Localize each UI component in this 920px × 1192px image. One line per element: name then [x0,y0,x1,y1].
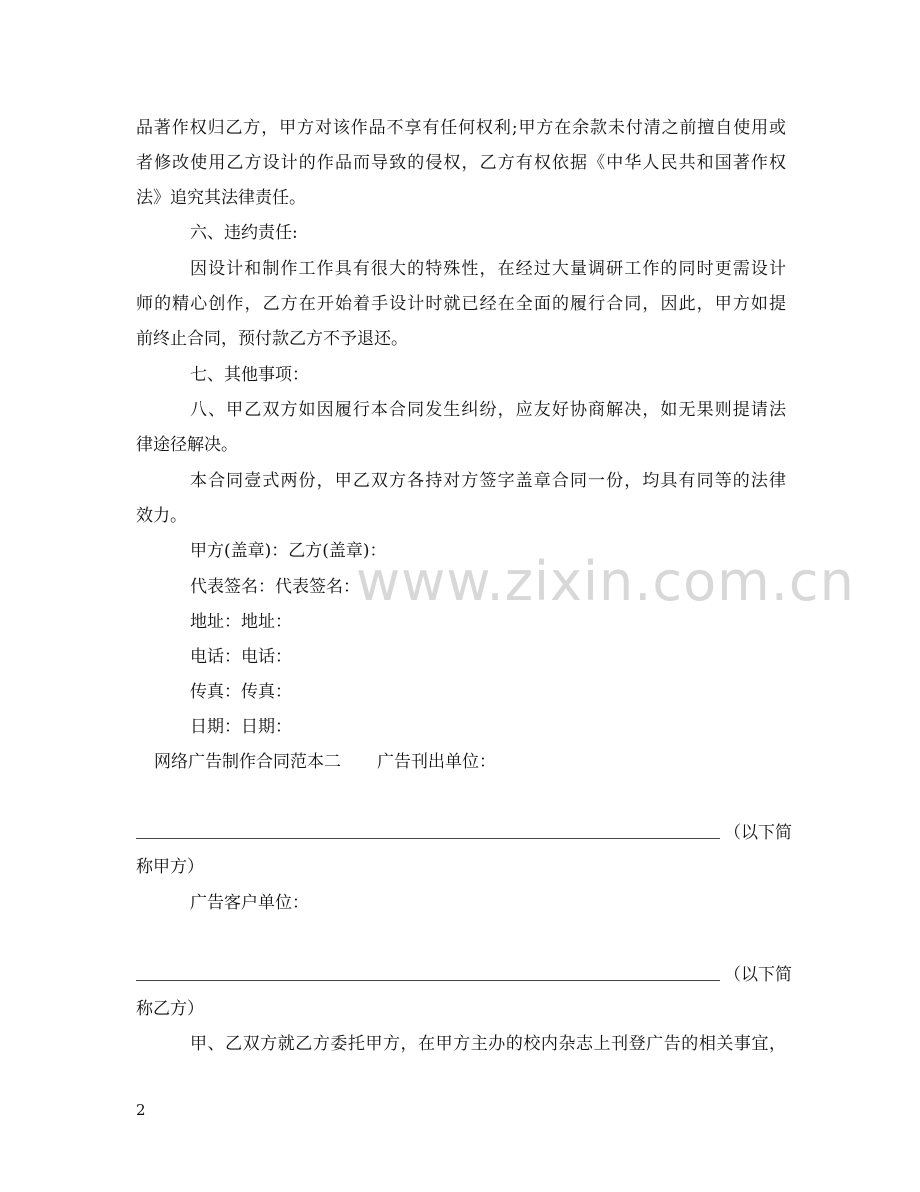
section-heading: 七、其他事项： [190,365,309,385]
body-line: 品著作权归乙方，甲方对该作品不享有任何权利;甲方在余款未付清之前擅自使用或 [136,118,786,138]
sample-title: 网络广告制作合同范本二 [154,752,341,772]
signature-line: 传真：传真： [190,682,292,702]
body-line: 因设计和制作工作具有很大的特殊性，在经过大量调研工作的同时更需设计 [190,259,786,279]
body-line: 律途径解决。 [136,435,238,455]
signature-line: 电话：电话： [190,647,292,667]
signature-line: 地址：地址： [190,612,292,632]
body-line: 效力。 [136,506,187,526]
body-line: 前终止合同，预付款乙方不予退还。 [136,329,408,349]
body-line: 本合同壹式两份，甲乙双方各持对方签字盖章合同一份，均具有同等的法律 [190,471,786,491]
fill-in-underline [136,980,720,981]
fill-in-underline [136,838,720,839]
signature-line: 日期：日期： [190,717,292,737]
body-line: 法》追究其法律责任。 [136,188,306,208]
abbr-suffix: （以下简 [724,823,792,843]
client-label: 广告客户单位： [190,893,309,913]
page-number: 2 [136,1101,146,1119]
body-line: 甲、乙双方就乙方委托甲方，在甲方主办的校内杂志上刊登广告的相关事宜， [190,1034,786,1054]
body-line: 八、甲乙双方如因履行本合同发生纠纷，应友好协商解决，如无果则提请法 [190,400,786,420]
body-line: 师的精心创作，乙方在开始着手设计时就已经在全面的履行合同，因此，甲方如提 [136,294,786,314]
body-line: 者修改使用乙方设计的作品而导致的侵权，乙方有权依据《中华人民共和国著作权 [136,153,786,173]
section-heading: 六、违约责任: [190,223,298,243]
watermark: www.zixin.com.cn [356,550,855,613]
publisher-label: 广告刊出单位： [377,752,496,772]
abbr-party-a: 称甲方） [136,857,204,877]
abbr-party-b: 称乙方） [136,999,204,1019]
signature-line: 甲方(盖章)：乙方(盖章)： [190,541,387,561]
abbr-suffix: （以下简 [724,965,792,985]
signature-line: 代表签名：代表签名： [190,577,360,597]
sample-heading-line [154,751,804,773]
